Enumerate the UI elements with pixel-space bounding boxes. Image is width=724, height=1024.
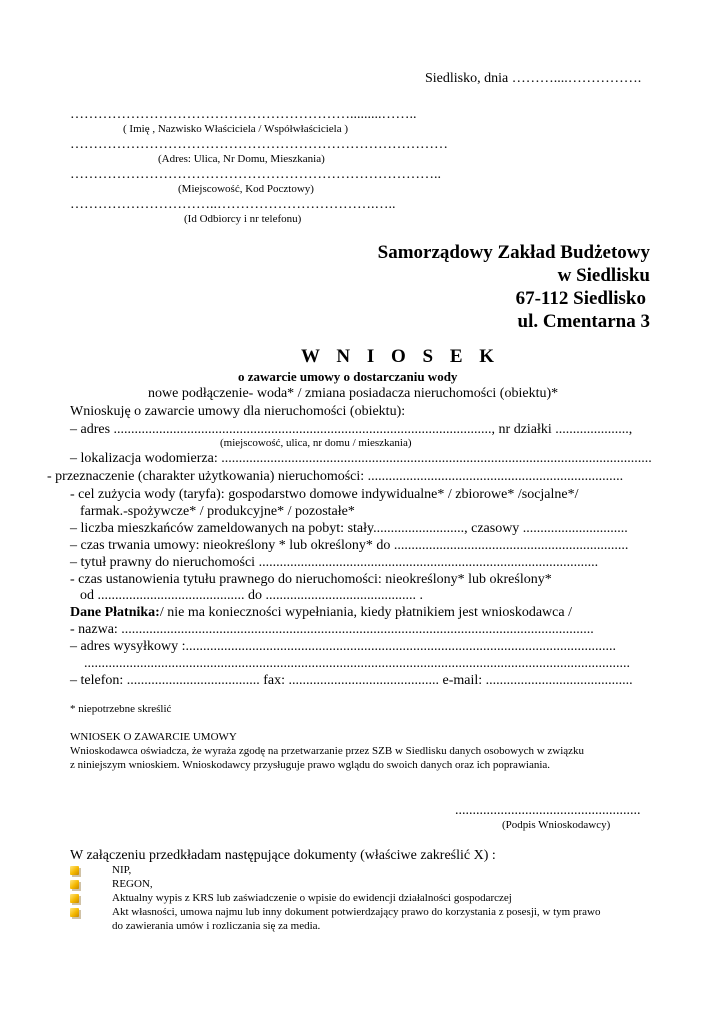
attachments-intro: W załączeniu przedkładam następujące dokumenty (właściwe zakreślić X) : bbox=[70, 848, 496, 863]
checkbox-bullet-icon[interactable] bbox=[70, 894, 79, 903]
place-date: Siedlisko, dnia ………....……………. bbox=[425, 71, 642, 86]
applicant-city-caption: (Miejscowość, Kod Pocztowy) bbox=[178, 183, 314, 195]
residents-field: – liczba mieszkańców zameldowanych na pobyt: stały.........................., czasowy .............................. bbox=[70, 521, 628, 536]
address-caption: (miejscowość, ulica, nr domu / mieszkania) bbox=[220, 437, 412, 449]
checkbox-bullet-icon[interactable] bbox=[70, 880, 79, 889]
attachment-item-continuation: do zawierania umów i rozliczania się za media. bbox=[112, 920, 321, 932]
consent-line-2: z niniejszym wnioskiem. Wnioskodawcy przysługuje prawo wglądu do swoich danych oraz ich poprawiania. bbox=[70, 759, 551, 771]
form-type-line: nowe podłączenie- woda* / zmiana posiadacza nieruchomości (obiektu)* bbox=[148, 386, 559, 401]
checkbox-bullet-icon[interactable] bbox=[70, 866, 79, 875]
checkbox-bullet-icon[interactable] bbox=[70, 908, 79, 917]
applicant-name-caption: ( Imię , Nazwisko Właściciela / Współwłaściciela ) bbox=[123, 123, 349, 135]
legal-title-field: – tytuł prawny do nieruchomości ................................................................................................. bbox=[70, 555, 599, 570]
tariff-line-1: - cel zużycia wody (taryfa): gospodarstwo domowe indywidualne* / zbiorowe* /socjalne*/ bbox=[70, 487, 579, 502]
consent-line-1: Wnioskodawca oświadcza, że wyraża zgodę na przetwarzanie przez SZB w Siedlisku danych osobowych w związku bbox=[70, 745, 585, 757]
contact-field: – telefon: ...................................... fax: ........................................... e-mail: .......................................... bbox=[70, 673, 633, 688]
mailing-address-field-2: ............................................................................................................................................................ bbox=[84, 656, 630, 671]
addressee-line-4: ul. Cmentarna 3 bbox=[517, 311, 650, 332]
contract-duration-field: – czas trwania umowy: nieokreślony * lub określony* do ................................................................... bbox=[70, 538, 629, 553]
applicant-id-caption: (Id Odbiorcy i nr telefonu) bbox=[184, 213, 302, 225]
addressee-line-3: 67-112 Siedlisko bbox=[515, 288, 646, 309]
tariff-line-2: farmak.-spożywcze* / produkcyjne* / pozostałe* bbox=[80, 504, 355, 519]
payer-heading-bold: Dane Płatnika: bbox=[70, 605, 160, 620]
form-title: W N I O S E K bbox=[301, 346, 501, 367]
title-duration-field: - czas ustanowienia tytułu prawnego do nieruchomości: nieokreślony* lub określony* bbox=[70, 572, 552, 587]
payer-heading bbox=[70, 604, 572, 621]
applicant-name-field: …………………………………………………….........…….. bbox=[70, 107, 417, 122]
applicant-address-caption: (Adres: Ulica, Nr Domu, Mieszkania) bbox=[158, 153, 325, 165]
addressee-line-1: Samorządowy Zakład Budżetowy bbox=[377, 242, 650, 263]
consent-heading: WNIOSEK O ZAWARCIE UMOWY bbox=[70, 731, 237, 743]
attachment-item: NIP, bbox=[112, 864, 132, 876]
form-intro: Wnioskuję o zawarcie umowy dla nieruchomości (obiektu): bbox=[70, 404, 406, 419]
applicant-city-field: …………………………………………………………………….. bbox=[70, 167, 441, 182]
footnote: * niepotrzebne skreślić bbox=[70, 703, 172, 715]
mailing-address-field: – adres wysyłkowy :........................................................................................................................... bbox=[70, 639, 616, 654]
applicant-address-field: ……………………………………………………………………… bbox=[70, 137, 448, 152]
property-purpose-field: - przeznaczenie (charakter użytkowania) nieruchomości: ......................................................................... bbox=[47, 469, 624, 484]
addressee-line-2: w Siedlisku bbox=[557, 265, 650, 286]
meter-location-field: – lokalizacja wodomierza: ........................................................................................................................... bbox=[70, 451, 652, 466]
payer-name-field: - nazwa: ....................................................................................................................................... bbox=[70, 622, 594, 637]
attachment-item: REGON, bbox=[112, 878, 153, 890]
from-to-field: od .......................................... do ........................................... . bbox=[80, 588, 423, 603]
form-subtitle: o zawarcie umowy o dostarczaniu wody bbox=[238, 369, 458, 384]
attachment-item: Akt własności, umowa najmu lub inny dokument potwierdzający prawo do korzystania z posesji, w tym prawo bbox=[112, 906, 601, 918]
signature-line: ..................................................... bbox=[455, 803, 641, 818]
attachment-item: Aktualny wypis z KRS lub zaświadczenie o wpisie do ewidencji działalności gospodarczej bbox=[112, 892, 512, 904]
payer-heading-note: / nie ma konieczności wypełniania, kiedy płatnikiem jest wnioskodawca / bbox=[159, 605, 572, 620]
address-field: – adres ............................................................................................................, nr działki ....................., bbox=[70, 422, 633, 437]
applicant-id-field: …………………………..…………………………….….. bbox=[70, 197, 396, 212]
signature-caption: (Podpis Wnioskodawcy) bbox=[502, 819, 611, 831]
